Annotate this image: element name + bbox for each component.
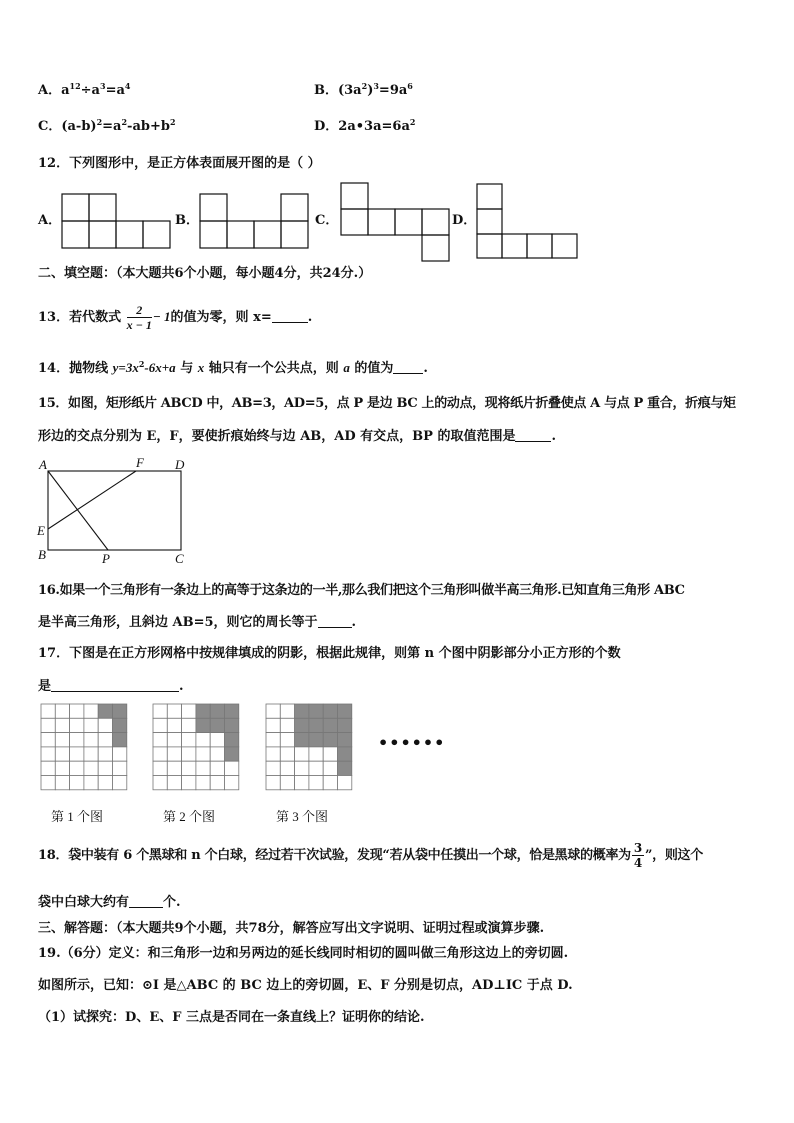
shaded-cell: [225, 733, 239, 747]
q13-blank: [272, 308, 308, 323]
q19-line-3: （1）试探究：D、E、F 三点是否同在一条直线上？证明你的结论.: [38, 1010, 425, 1025]
q15-rectangle-figure: [36, 455, 192, 567]
label-d: D: [175, 457, 185, 472]
grid-cell: [55, 718, 69, 732]
grid-cell: [41, 718, 55, 732]
shaded-cell: [323, 733, 337, 747]
shaded-cell: [338, 718, 352, 732]
grid-cell: [153, 776, 167, 790]
q18-fraction: $\frac{3}{4}$: [633, 841, 642, 870]
shaded-cell: [196, 718, 210, 732]
grid-cell: [309, 761, 323, 775]
shaded-cell: [338, 733, 352, 747]
shaded-cell: [309, 704, 323, 718]
q12-stem: 12．下列图形中，是正方体表面展开图的是（ ）: [38, 156, 321, 171]
q15-line-1: 15．如图，矩形纸片 ABCD 中，AB=3，AD=5，点 P 是边 BC 上的动点，现将纸片折叠使点 A 与点 P 重合，折痕与矩: [38, 396, 736, 411]
grid-cell: [266, 733, 280, 747]
shaded-cell: [295, 704, 309, 718]
grid-cell: [182, 747, 196, 761]
grid-cell: [84, 733, 98, 747]
grid-cell: [266, 718, 280, 732]
q12-label-a: A．: [38, 213, 62, 228]
grid-cell: [266, 776, 280, 790]
grid-cell: [295, 747, 309, 761]
q19-line-1: 19.（6分）定义：和三角形一边和另两边的延长线同时相切的圆叫做三角形这边上的旁切圆.: [38, 946, 569, 961]
shaded-cell: [210, 704, 224, 718]
grid-cell: [55, 761, 69, 775]
grid-cell: [210, 747, 224, 761]
grid-cell: [153, 747, 167, 761]
q13-fraction: $\frac{2}{x - 1}$: [126, 303, 152, 332]
grid-cell: [70, 761, 84, 775]
grid-cell: [167, 718, 181, 732]
q15-line-2: 形边的交点分别为 E，F，要使折痕始终与边 AB，AD 有交点，BP 的取值范围是 .: [38, 429, 556, 444]
shaded-cell: [295, 733, 309, 747]
shaded-cell: [309, 733, 323, 747]
grid-cell: [84, 747, 98, 761]
label-p: P: [102, 551, 110, 566]
grid-cell: [167, 733, 181, 747]
grid-cell: [295, 776, 309, 790]
label-a: A: [39, 457, 47, 472]
grid-cell: [309, 747, 323, 761]
grid-cell: [98, 733, 112, 747]
grid-cell: [167, 747, 181, 761]
grid-cell: [41, 704, 55, 718]
grid-cell: [210, 776, 224, 790]
shaded-cell: [210, 718, 224, 732]
shaded-cell: [323, 704, 337, 718]
q17-line-2: 是 .: [38, 679, 184, 694]
q18-line-1: 18．袋中装有 6 个黑球和 n 个白球，经过若干次试验，发现“若从袋中任摸出一个球，恰是黑球的概率为 $\frac{3}{4}$ ”，则这个: [38, 841, 703, 870]
grid-cell: [55, 776, 69, 790]
grid-cell: [55, 733, 69, 747]
q17-line-1: 17．下图是在正方形网格中按规律填成的阴影，根据此规律，则第 n 个图中阴影部分小正方形的个数: [38, 646, 621, 661]
section-2-heading: 二、填空题：（本大题共6个小题，每小题4分，共24分.）: [38, 266, 372, 281]
grid-cell: [153, 704, 167, 718]
q11-option-a: A．$a^{12}\div a^3=a^4$: [38, 81, 131, 98]
q11-option-d: D．$2a•3a=6a^2$: [314, 117, 416, 134]
q17-grid-2: [152, 703, 240, 791]
grid-cell: [41, 733, 55, 747]
grid-cell: [70, 747, 84, 761]
grid-cell: [167, 776, 181, 790]
q13: 13．若代数式 $\frac{2}{x - 1}$ − 1的值为零，则 x= .: [38, 303, 313, 332]
grid-cell: [70, 776, 84, 790]
q12-net-a: [60, 192, 172, 248]
grid-cell: [210, 761, 224, 775]
grid-cell: [280, 733, 294, 747]
grid-cell: [280, 718, 294, 732]
grid-cell: [153, 761, 167, 775]
grid-cell: [338, 776, 352, 790]
q18-line-2: 袋中白球大约有 个.: [38, 895, 181, 910]
q16-line-1: 16.如果一个三角形有一条边上的高等于这条边的一半,那么我们把这个三角形叫做半高三角形.已知直角三角形 ABC: [38, 583, 685, 598]
grid-cell: [84, 776, 98, 790]
grid-cell: [323, 761, 337, 775]
q17-grid-3: [265, 703, 353, 791]
grid-cell: [182, 718, 196, 732]
q12-net-c: [339, 181, 451, 263]
shaded-cell: [196, 704, 210, 718]
grid-cell: [266, 747, 280, 761]
grid-cell: [113, 747, 127, 761]
grid-cell: [70, 718, 84, 732]
q17-blank: [51, 677, 179, 692]
shaded-cell: [98, 704, 112, 718]
section-3-heading: 三、解答题：（本大题共9个小题，共78分，解答应写出文字说明、证明过程或演算步骤.: [38, 921, 545, 936]
grid-cell: [113, 776, 127, 790]
grid-cell: [280, 704, 294, 718]
shaded-cell: [113, 733, 127, 747]
q19-line-2: 如图所示，已知：⊙I 是△ABC 的 BC 边上的旁切圆，E、F 分别是切点，AD⊥IC 于点 D.: [38, 978, 573, 993]
label-e: E: [37, 523, 45, 538]
shaded-cell: [338, 747, 352, 761]
shaded-cell: [225, 704, 239, 718]
shaded-cell: [295, 718, 309, 732]
grid-cell: [266, 704, 280, 718]
label-f: F: [136, 455, 144, 470]
grid-cell: [41, 747, 55, 761]
grid-cell: [309, 776, 323, 790]
grid-cell: [98, 747, 112, 761]
grid-cell: [225, 761, 239, 775]
q12-label-b: B．: [175, 213, 199, 228]
q17-ellipsis: ••••••: [378, 733, 446, 752]
grid-cell: [182, 733, 196, 747]
grid-cell: [167, 704, 181, 718]
grid-cell: [70, 704, 84, 718]
grid-cell: [55, 747, 69, 761]
q17-caption-2: 第 2 个图: [163, 809, 216, 824]
q12-label-d: D．: [452, 213, 477, 228]
shaded-cell: [113, 718, 127, 732]
grid-cell: [323, 747, 337, 761]
label-c: C: [175, 551, 184, 566]
grid-cell: [84, 704, 98, 718]
grid-cell: [196, 776, 210, 790]
shaded-cell: [323, 718, 337, 732]
q12-label-c: C．: [315, 213, 339, 228]
shaded-cell: [113, 704, 127, 718]
grid-cell: [323, 776, 337, 790]
grid-cell: [182, 704, 196, 718]
shaded-cell: [338, 761, 352, 775]
grid-cell: [113, 761, 127, 775]
grid-cell: [210, 733, 224, 747]
q12-net-b: [198, 192, 310, 248]
q15-blank: [515, 427, 551, 442]
label-b: B: [38, 547, 46, 562]
grid-cell: [225, 776, 239, 790]
shaded-cell: [309, 718, 323, 732]
grid-cell: [98, 718, 112, 732]
grid-cell: [182, 776, 196, 790]
grid-cell: [70, 733, 84, 747]
grid-cell: [266, 761, 280, 775]
q14: 14．抛物线 $y=3x^2-6x+a$ 与 x 轴只有一个公共点，则 a 的值为 .: [38, 359, 428, 376]
grid-cell: [84, 718, 98, 732]
grid-cell: [196, 733, 210, 747]
grid-cell: [280, 761, 294, 775]
grid-cell: [41, 776, 55, 790]
grid-cell: [167, 761, 181, 775]
q17-caption-3: 第 3 个图: [276, 809, 329, 824]
grid-cell: [153, 718, 167, 732]
q17-grid-1: [40, 703, 128, 791]
q14-blank: [393, 359, 423, 374]
shaded-cell: [338, 704, 352, 718]
q18-blank: [129, 893, 163, 908]
shaded-cell: [225, 718, 239, 732]
q12-net-d: [475, 182, 579, 260]
grid-cell: [295, 761, 309, 775]
grid-cell: [55, 704, 69, 718]
grid-cell: [280, 747, 294, 761]
grid-cell: [153, 733, 167, 747]
q16-blank: [318, 613, 352, 628]
grid-cell: [196, 761, 210, 775]
q16-line-2: 是半高三角形，且斜边 AB=5，则它的周长等于 .: [38, 615, 357, 630]
grid-cell: [98, 761, 112, 775]
grid-cell: [84, 761, 98, 775]
shaded-cell: [225, 747, 239, 761]
grid-cell: [196, 747, 210, 761]
grid-cell: [98, 776, 112, 790]
grid-cell: [41, 761, 55, 775]
grid-cell: [280, 776, 294, 790]
grid-cell: [182, 761, 196, 775]
q11-option-c: C．$(a-b)^2=a^2-ab+b^2$: [38, 117, 176, 134]
q11-option-b: B．$(3a^2)^3=9a^6$: [314, 81, 413, 98]
q17-caption-1: 第 1 个图: [51, 809, 104, 824]
